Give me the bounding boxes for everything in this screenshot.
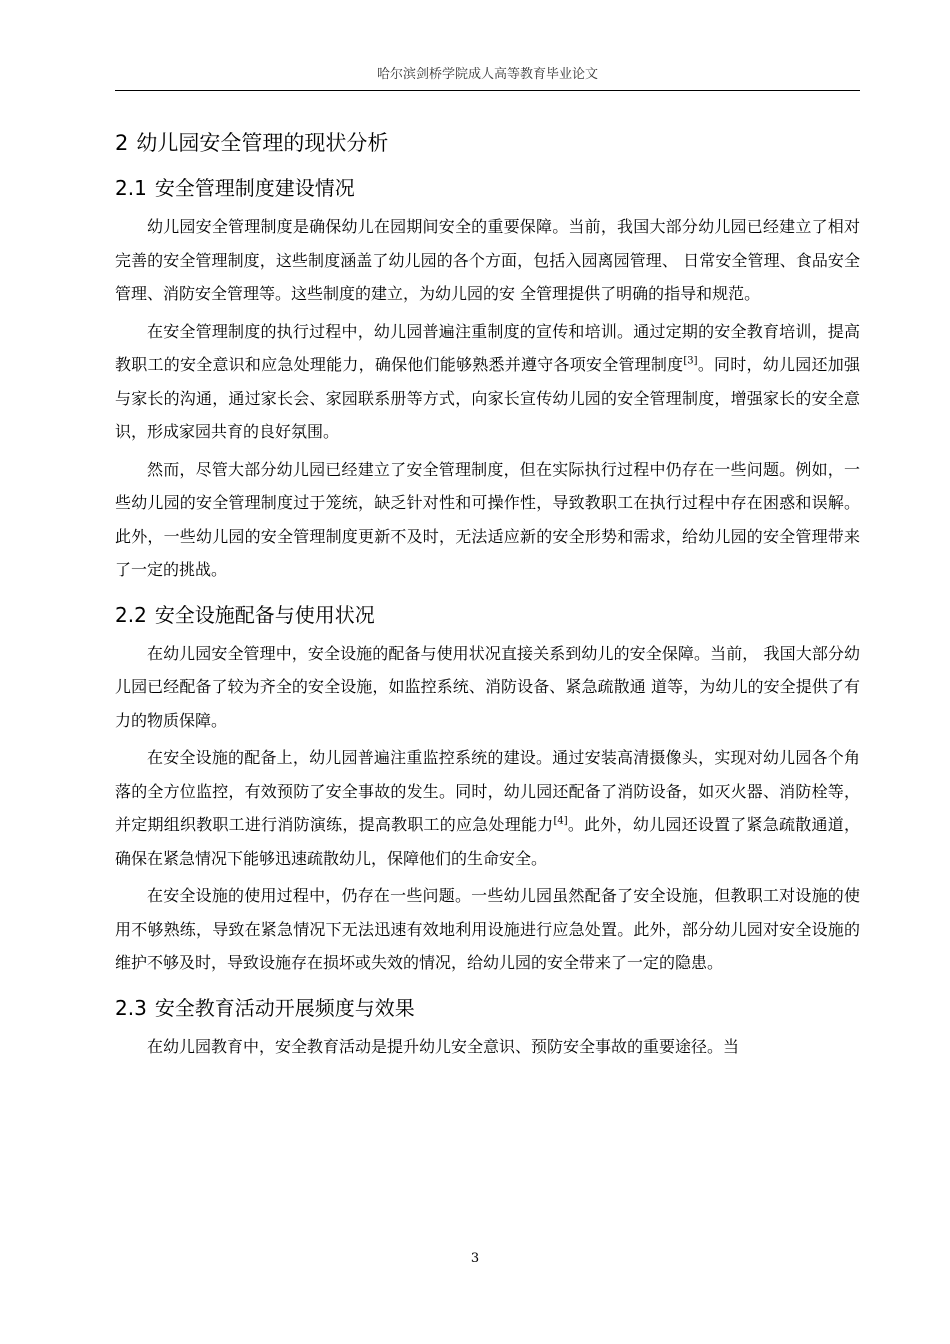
paragraph-text: 。此外，幼儿园还设置了紧急疏散通道，确保在紧急情况下能够迅速疏散幼儿，保障他们的生命安全。 xyxy=(115,815,860,868)
chapter-heading xyxy=(115,126,860,160)
document-body xyxy=(115,110,860,1067)
section-title: 安全管理制度建设情况 xyxy=(154,176,355,200)
section-heading-2-2 xyxy=(115,599,860,631)
page-header xyxy=(115,62,860,91)
citation-marker: [3] xyxy=(683,355,698,367)
section-title: 安全教育活动开展频度与效果 xyxy=(154,995,415,1020)
paragraph-with-citation xyxy=(115,315,860,449)
paragraph: 在幼儿园教育中，安全教育活动是提升幼儿安全意识、预防安全事故的重要途径。当 xyxy=(147,1036,740,1056)
section-title: 安全设施配备与使用状况 xyxy=(154,602,375,627)
section-number: 2.3 xyxy=(115,995,147,1020)
section-number: 2.2 xyxy=(115,602,147,627)
paragraph: 在幼儿园安全管理中，安全设施的配备与使用状况直接关系到幼儿的安全保障。当前， 我国大部分幼儿园已经配备了较为齐全的安全设施，如监控系统、消防设备、紧急疏散通 道等，为幼儿的安全提供了有力的物质保障。 xyxy=(115,643,860,730)
chapter-title: 幼儿园安全管理的现状分析 xyxy=(136,131,389,155)
citation-marker: [4] xyxy=(553,815,568,827)
header-title: 哈尔滨剑桥学院成人高等教育毕业论文 xyxy=(376,67,598,82)
section-number: 2.1 xyxy=(115,176,147,200)
paragraph: 幼儿园安全管理制度是确保幼儿在园期间安全的重要保障。当前，我国大部分幼儿园已经建立了相对完善的安全管理制度，这些制度涵盖了幼儿园的各个方面，包括入园离园管理、 日常安全管理、食品安全管理、消防安全管理等。这些制度的建立，为幼儿园的安 全管理提供了明确的指导和规范。 xyxy=(115,217,860,303)
page-number: 3 xyxy=(470,1251,480,1266)
paragraph: 然而，尽管大部分幼儿园已经建立了安全管理制度，但在实际执行过程中仍存在一些问题。例如，一些幼儿园的安全管理制度过于笼统，缺乏针对性和可操作性，导致教职工在执行过程中存在困惑和误解。此外，一些幼儿园的安全管理制度更新不及时，无法适应新的安全形势和需求，给幼儿园的安全管理带来了一定的挑战。 xyxy=(115,459,860,579)
section-heading-2-3 xyxy=(115,992,860,1024)
paragraph-text: 。同时，幼儿园还加强与家长的沟通，通过家长会、家园联系册等方式，向家长宣传幼儿园的安全管理制度，增强家长的安全意识，形成家园共育的良好氛围。 xyxy=(115,355,860,441)
paragraph-text: 在安全管理制度的执行过程中，幼儿园普遍注重制度的宣传和培训。通过定期的安全教育培训，提高教职工的安全意识和应急处理能力，确保他们能够熟悉并遵守各项安全管理制度 xyxy=(115,321,860,374)
chapter-number: 2 xyxy=(115,131,129,155)
paragraph: 在安全设施的使用过程中，仍存在一些问题。一些幼儿园虽然配备了安全设施，但教职工对设施的使用不够熟练，导致在紧急情况下无法迅速有效地利用设施进行应急处置。此外，部分幼儿园对安全设施的维护不够及时，导致设施存在损坏或失效的情况，给幼儿园的安全带来了一定的隐患。 xyxy=(115,886,860,972)
paragraph-with-citation xyxy=(115,741,860,875)
section-heading-2-1 xyxy=(115,172,860,204)
paragraph-text: 在安全设施的配备上，幼儿园普遍注重监控系统的建设。通过安装高清摄像头，实现对幼儿园各个角落的全方位监控，有效预防了安全事故的发生。同时，幼儿园还配备了消防设备，如灭火器、消防栓等，并定期组织教职工进行消防演练，提高教职工的应急处理能力 xyxy=(115,748,860,834)
